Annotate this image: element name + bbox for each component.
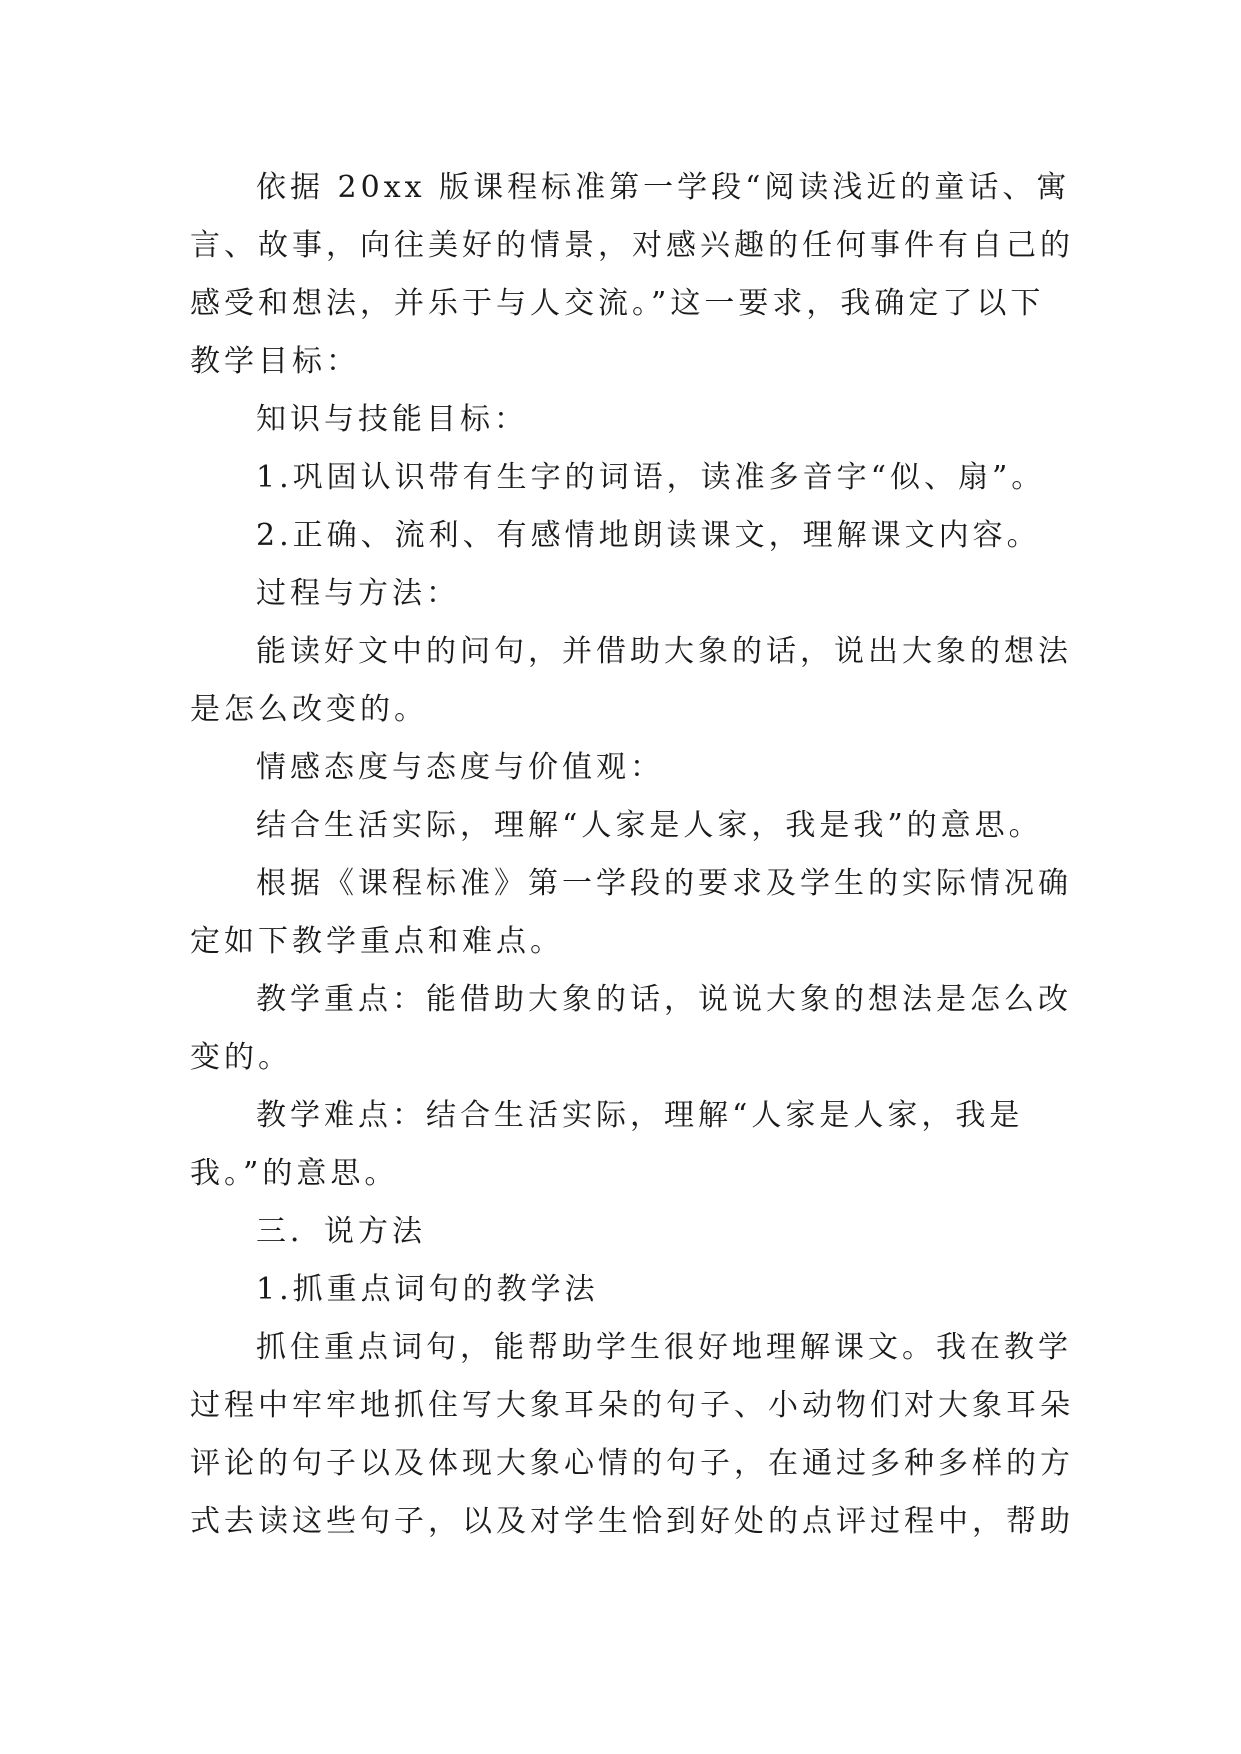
- text-line: 评论的句子以及体现大象心情的句子，在通过多种多样的方: [190, 1446, 1074, 1481]
- text-line: 式去读这些句子，以及对学生恰到好处的点评过程中，帮助: [190, 1504, 1074, 1539]
- text-line: 根据《课程标准》第一学段的要求及学生的实际情况确: [256, 866, 1072, 901]
- text-line: 感受和想法，并乐于与人交流。”这一要求，我确定了以下: [190, 286, 1045, 321]
- text-line: 教学重点：能借助大象的话，说说大象的想法是怎么改: [256, 982, 1072, 1017]
- text-line: 是怎么改变的。: [190, 692, 428, 727]
- text-line: 能读好文中的问句，并借助大象的话，说出大象的想法: [256, 634, 1072, 669]
- text-line: 抓住重点词句，能帮助学生很好地理解课文。我在教学: [256, 1330, 1072, 1365]
- section-heading: 过程与方法：: [256, 576, 460, 611]
- list-item: 2.正确、流利、有感情地朗读课文，理解课文内容。: [256, 518, 1041, 553]
- text-line: 过程中牢牢地抓住写大象耳朵的句子、小动物们对大象耳朵: [190, 1388, 1074, 1423]
- section-heading: 三．说方法: [256, 1214, 426, 1249]
- text-line: 结合生活实际，理解“人家是人家，我是我”的意思。: [256, 808, 1043, 843]
- subsection-heading: 1.抓重点词句的教学法: [256, 1272, 599, 1307]
- text-line: 依据 20xx 版课程标准第一学段“阅读浅近的童话、寓: [256, 170, 1071, 205]
- text-line: 变的。: [190, 1040, 292, 1075]
- section-heading: 情感态度与态度与价值观：: [256, 750, 664, 785]
- text-line: 教学难点：结合生活实际，理解“人家是人家，我是: [256, 1098, 1024, 1133]
- text-line: 教学目标：: [190, 344, 360, 379]
- text-line: 言、故事，向往美好的情景，对感兴趣的任何事件有自己的: [190, 228, 1074, 263]
- text-line: 定如下教学重点和难点。: [190, 924, 564, 959]
- section-heading: 知识与技能目标：: [256, 402, 528, 437]
- list-item: 1.巩固认识带有生字的词语，读准多音字“似、扇”。: [256, 460, 1046, 495]
- text-line: 我。”的意思。: [190, 1156, 399, 1191]
